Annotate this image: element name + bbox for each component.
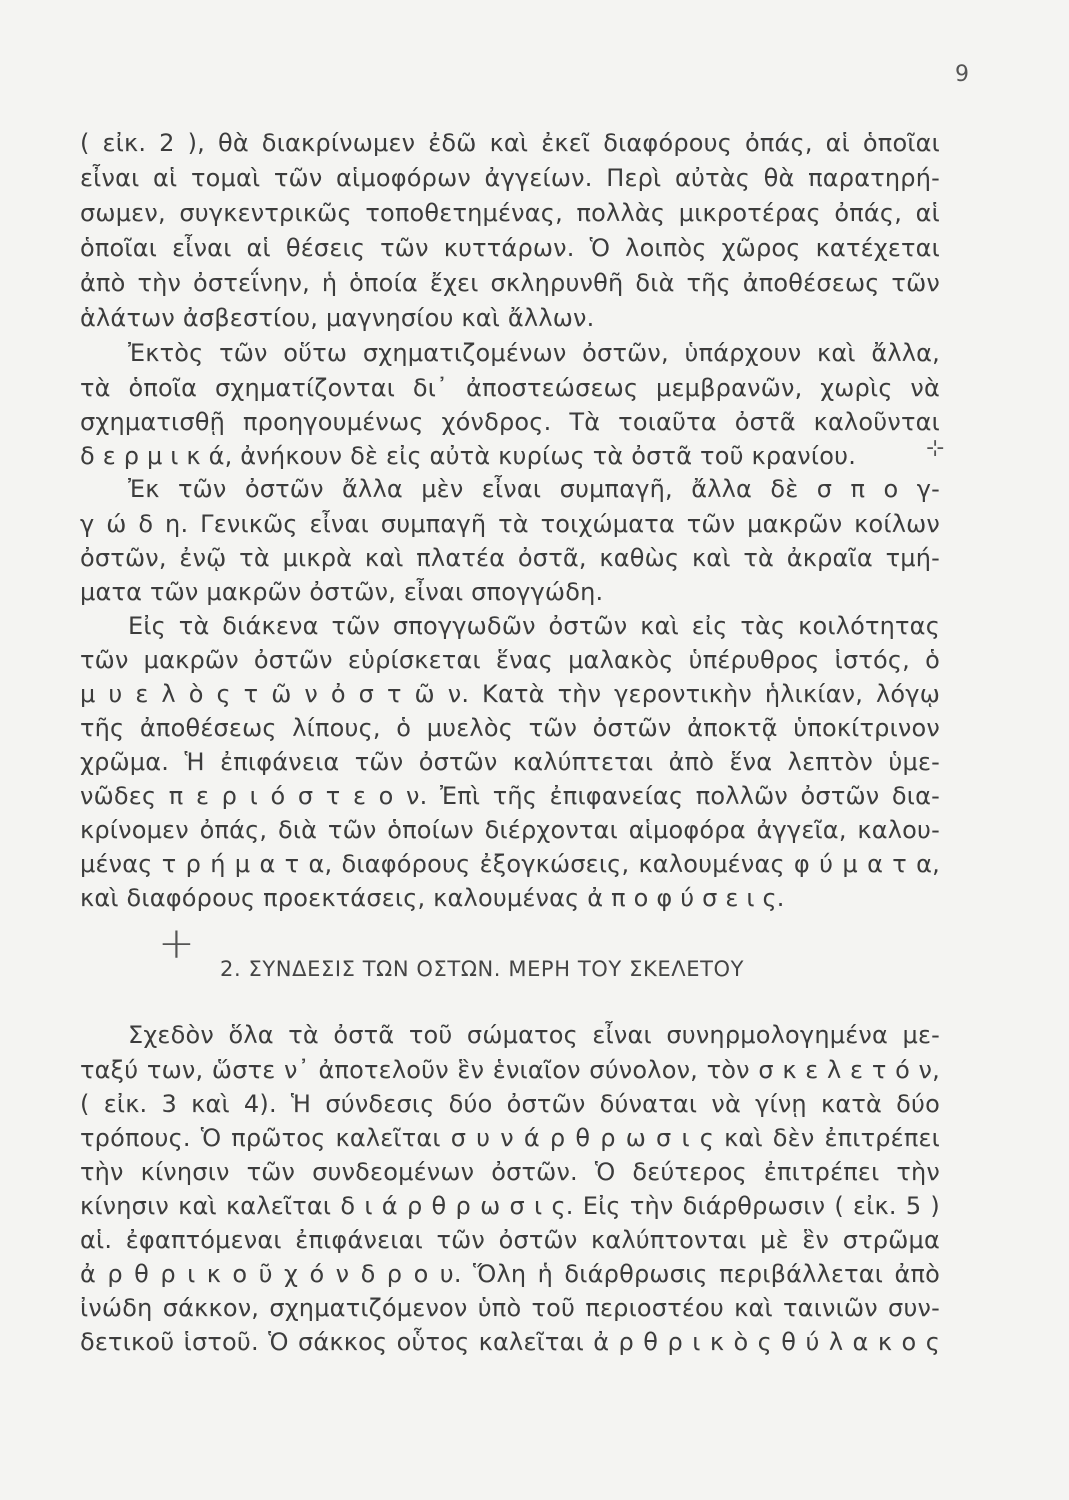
text-line: ( εἰκ. 2 ), θὰ διακρίνωμεν ἐδῶ καὶ ἐκεῖ διαφόρους ὀπάς, αἱ ὁποῖαι: [80, 129, 940, 157]
text-line: νῶδες π ε ρ ι ό σ τ ε ο ν. Ἐπὶ τῆς ἐπιφανείας πολλῶν ὀστῶν δια-: [80, 782, 940, 810]
text-line: ( εἰκ. 3 καὶ 4). Ἡ σύνδεσις δύο ὀστῶν δύναται νὰ γίνῃ κατὰ δύο: [80, 1090, 940, 1118]
text-line: Εἰς τὰ διάκενα τῶν σπογγωδῶν ὀστῶν καὶ εἰς τὰς κοιλότητας: [128, 612, 940, 640]
text-line: ἀ ρ θ ρ ι κ ο ῦ χ ό ν δ ρ ο υ. Ὅλη ἡ διάρθρωσις περιβάλλεται ἀπὸ: [80, 1260, 940, 1288]
text-line: τὰ ὁποῖα σχηματίζονται δι᾽ ἀποστεώσεως μεμβρανῶν, χωρὶς νὰ: [80, 374, 940, 402]
text-line: δ ε ρ μ ι κ ά, ἀνήκουν δὲ εἰς αὐτὰ κυρίως τὰ ὀστᾶ τοῦ κρανίου.: [80, 442, 857, 470]
text-line: τῶν μακρῶν ὀστῶν εὑρίσκεται ἕνας μαλακὸς ὑπέρυθρος ἱστός, ὁ: [80, 646, 940, 674]
text-line: δετικοῦ ἱστοῦ. Ὁ σάκκος οὗτος καλεῖται ἀ ρ θ ρ ι κ ὸ ς θ ύ λ α κ ο ς: [80, 1328, 940, 1356]
page-number: 9: [955, 62, 969, 87]
text-line: αἱ. ἐφαπτόμεναι ἐπιφάνειαι τῶν ὀστῶν καλύπτονται μὲ ἓν στρῶμα: [80, 1226, 940, 1254]
text-line: γ ώ δ η. Γενικῶς εἶναι συμπαγῆ τὰ τοιχώματα τῶν μακρῶν κοίλων: [80, 510, 940, 538]
text-line: κρίνομεν ὀπάς, διὰ τῶν ὁποίων διέρχονται αἱμοφόρα ἀγγεῖα, καλου-: [80, 816, 940, 844]
section-heading: 2. ΣΥΝΔΕΣΙΣ ΤΩΝ ΟΣΤΩΝ. ΜΕΡΗ ΤΟΥ ΣΚΕΛΕΤΟΥ: [220, 957, 745, 981]
text-line: Ἐκτὸς τῶν οὕτω σχηματιζομένων ὀστῶν, ὑπάρχουν καὶ ἄλλα,: [128, 339, 940, 367]
margin-cross-mark: ⊹: [926, 436, 945, 461]
text-line: ὁποῖαι εἶναι αἱ θέσεις τῶν κυττάρων. Ὁ λοιπὸς χῶρος κατέχεται: [80, 234, 940, 262]
text-line: σωμεν, συγκεντρικῶς τοποθετημένας, πολλὰς μικροτέρας ὀπάς, αἱ: [80, 199, 940, 227]
text-line: μ υ ε λ ὸ ς τ ῶ ν ὀ σ τ ῶ ν. Κατὰ τὴν γεροντικὴν ἡλικίαν, λόγῳ: [80, 680, 940, 708]
text-line: μένας τ ρ ή μ α τ α, διαφόρους ἐξογκώσεις, καλουμένας φ ύ μ α τ α,: [80, 850, 940, 878]
text-line: ὀστῶν, ἐνῷ τὰ μικρὰ καὶ πλατέα ὀστᾶ, καθὼς καὶ τὰ ἀκραῖα τμή-: [80, 544, 940, 572]
text-line: εἶναι αἱ τομαὶ τῶν αἱμοφόρων ἀγγείων. Περὶ αὐτὰς θὰ παρατηρή-: [80, 164, 940, 192]
text-line: σχηματισθῇ προηγουμένως χόνδρος. Τὰ τοιαῦτα ὀστᾶ καλοῦνται: [80, 408, 940, 436]
text-line: ταξύ των, ὥστε ν᾽ ἀποτελοῦν ἓν ἑνιαῖον σύνολον, τὸν σ κ ε λ ε τ ό ν,: [80, 1056, 940, 1084]
text-line: τὴν κίνησιν τῶν συνδεομένων ὀστῶν. Ὁ δεύτερος ἐπιτρέπει τὴν: [80, 1158, 940, 1186]
text-line: ματα τῶν μακρῶν ὀστῶν, εἶναι σπογγώδη.: [80, 578, 604, 606]
text-line: κίνησιν καὶ καλεῖται δ ι ά ρ θ ρ ω σ ι ς. Εἰς τὴν διάρθρωσιν ( εἰκ. 5 ): [80, 1192, 940, 1220]
text-line: τῆς ἀποθέσεως λίπους, ὁ μυελὸς τῶν ὀστῶν ἀποκτᾷ ὑποκίτρινον: [80, 714, 940, 742]
margin-cross-mark: +: [158, 918, 195, 969]
text-line: τρόπους. Ὁ πρῶτος καλεῖται σ υ ν ά ρ θ ρ ω σ ι ς καὶ δὲν ἐπιτρέπει: [80, 1124, 940, 1152]
text-line: Σχεδὸν ὅλα τὰ ὀστᾶ τοῦ σώματος εἶναι συνηρμολογημένα με-: [128, 1021, 940, 1049]
text-line: καὶ διαφόρους προεκτάσεις, καλουμένας ἀ π ο φ ύ σ ε ι ς.: [80, 884, 785, 912]
text-line: χρῶμα. Ἡ ἐπιφάνεια τῶν ὀστῶν καλύπτεται ἀπὸ ἕνα λεπτὸν ὑμε-: [80, 748, 940, 776]
text-line: Ἐκ τῶν ὀστῶν ἄλλα μὲν εἶναι συμπαγῆ, ἄλλα δὲ σ π ο γ-: [128, 475, 940, 503]
text-line: ἀπὸ τὴν ὀστεΐνην, ἡ ὁποία ἔχει σκληρυνθῆ διὰ τῆς ἀποθέσεως τῶν: [80, 269, 940, 297]
text-line: ἁλάτων ἀσβεστίου, μαγνησίου καὶ ἄλλων.: [80, 304, 595, 332]
text-line: ἰνώδη σάκκον, σχηματιζόμενον ὑπὸ τοῦ περιοστέου καὶ ταινιῶν συν-: [80, 1294, 940, 1322]
